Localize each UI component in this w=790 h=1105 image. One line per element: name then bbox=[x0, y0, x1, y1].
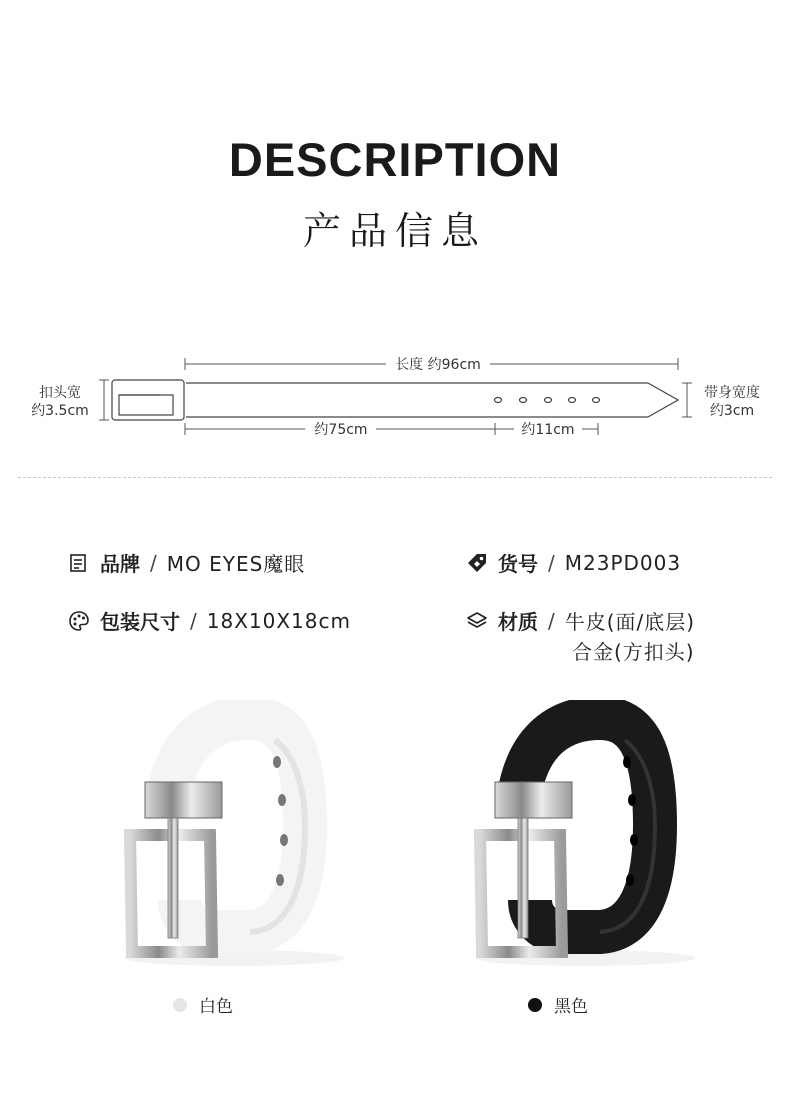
variant-black[interactable] bbox=[528, 992, 588, 1017]
spec-brand bbox=[68, 548, 305, 577]
strap-holes bbox=[495, 398, 600, 403]
sku-separator: / bbox=[548, 550, 555, 575]
buckle-width-label: 扣头宽 bbox=[39, 385, 81, 401]
total-length-label: 长度 约96cm bbox=[395, 357, 481, 373]
strap-width-label: 带身宽度 bbox=[704, 385, 760, 401]
white-color-dot bbox=[173, 998, 187, 1012]
package-separator: / bbox=[190, 608, 197, 633]
variant-white-label: 白色 bbox=[199, 997, 233, 1017]
dashed-divider bbox=[18, 477, 772, 478]
tag-icon bbox=[466, 552, 488, 574]
white-belt-image bbox=[110, 700, 360, 970]
belt-dimension-diagram bbox=[0, 340, 790, 450]
document-icon bbox=[68, 552, 90, 574]
variant-white[interactable] bbox=[173, 992, 233, 1017]
spec-package bbox=[68, 606, 351, 635]
sku-key: 货号 bbox=[498, 552, 538, 576]
brand-key: 品牌 bbox=[100, 552, 140, 576]
package-key: 包装尺寸 bbox=[100, 610, 180, 634]
package-value: 18X10X18cm bbox=[206, 608, 351, 633]
brand-value: MO EYES魔眼 bbox=[166, 552, 306, 576]
body-length-label: 约75cm bbox=[314, 422, 368, 438]
page-title-cn: 产品信息 bbox=[302, 209, 487, 253]
spec-material bbox=[466, 606, 695, 635]
layers-icon bbox=[466, 610, 488, 632]
variant-black-label: 黑色 bbox=[554, 997, 588, 1017]
palette-icon bbox=[68, 610, 90, 632]
page-title-en: DESCRIPTION bbox=[228, 133, 562, 186]
material-separator: / bbox=[548, 608, 555, 633]
buckle-outline bbox=[112, 380, 184, 420]
black-color-dot bbox=[528, 998, 542, 1012]
strap-outline bbox=[186, 383, 678, 417]
material-value-2: 合金(方扣头) bbox=[572, 640, 695, 664]
strap-width-value: 约3cm bbox=[709, 403, 755, 419]
material-key: 材质 bbox=[498, 610, 538, 634]
black-belt-image bbox=[460, 700, 710, 970]
spec-sku bbox=[466, 548, 681, 577]
material-value-1: 牛皮(面/底层) bbox=[564, 610, 696, 634]
brand-separator: / bbox=[150, 550, 157, 575]
sku-value: M23PD003 bbox=[564, 550, 682, 575]
hole-section-length-label: 约11cm bbox=[521, 422, 575, 438]
buckle-width-value: 约3.5cm bbox=[31, 403, 89, 419]
